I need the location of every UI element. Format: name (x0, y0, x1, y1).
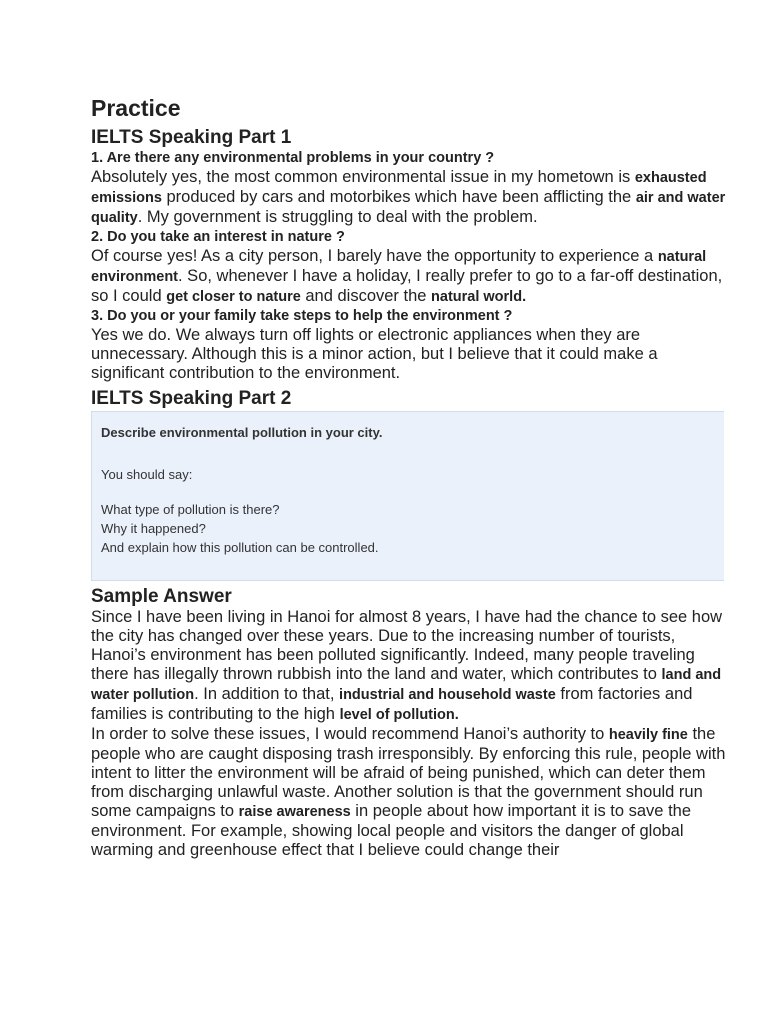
keyword-exhausted-emissions: exhausted emissions (91, 170, 707, 206)
sample-paragraph-2 (91, 725, 731, 860)
cue-card-title: Describe environmental pollution in your city. (101, 425, 383, 440)
sample-text: in people about how important it is to save the environment. For example, showing local people and visitors the danger of global warming and greenhouse effect that I believe could change their (91, 802, 692, 859)
answer-2 (91, 247, 731, 307)
sample-paragraph-1 (91, 608, 731, 725)
cue-card (91, 411, 724, 581)
cue-card-items (101, 500, 715, 557)
answer-2-text: . So, whenever I have a holiday, I really prefer to go to a far-off destination, so I could (91, 267, 723, 305)
keyword-level-of-pollution: level of pollution. (339, 707, 459, 723)
answer-2-text: Of course yes! As a city person, I barely have the opportunity to experience a (91, 247, 658, 265)
sample-text: from factories and families is contributing to the high (91, 685, 693, 723)
cue-card-item: Why it happened? (101, 521, 206, 536)
question-1: 1. Are there any environmental problems in your country ? (91, 150, 495, 166)
answer-1 (91, 168, 731, 228)
keyword-air-water-quality: air and water quality (91, 190, 726, 226)
answer-3: Yes we do. We always turn off lights or electronic appliances when they are unnecessary. Although this is a minor action, but I believe that it could make a significant contribution to the environment. (91, 326, 658, 382)
answer-1-text: Absolutely yes, the most common environmental issue in my hometown is (91, 168, 635, 186)
cue-card-item: What type of pollution is there? (101, 502, 280, 517)
answer-1-text: . My government is struggling to deal with the problem. (137, 208, 538, 226)
sample-text: . In addition to that, (194, 685, 340, 703)
part1-heading: IELTS Speaking Part 1 (91, 127, 292, 148)
question-2: 2. Do you take an interest in nature ? (91, 229, 345, 245)
keyword-natural-world: natural world. (431, 289, 527, 305)
keyword-natural-environment: natural environment (91, 249, 707, 285)
sample-text: In order to solve these issues, I would recommend Hanoi’s authority to (91, 725, 609, 743)
answer-1-text: produced by cars and motorbikes which have been afflicting the (161, 188, 636, 206)
sample-text: Since I have been living in Hanoi for almost 8 years, I have had the chance to see how the city has changed over these years. Due to the increasing number of tourists, Hanoi’s environment has been polluted significantly. Indeed, many people traveling there has illegally thrown rubbish into the land and water, which contributes to (91, 608, 723, 683)
answer-2-text: and discover the (300, 287, 432, 305)
keyword-closer-to-nature: get closer to nature (166, 289, 301, 305)
sample-text: the people who are caught disposing trash irresponsibly. By enforcing this rule, people with intent to litter the environment will be afraid of being punished, which can deter them from discharging unlawful waste. Another solution is that the government should run some campaigns to (91, 725, 726, 820)
sample-answer-heading: Sample Answer (91, 586, 232, 607)
document-content (91, 93, 731, 860)
cue-card-item: And explain how this pollution can be controlled. (101, 540, 379, 555)
keyword-industrial-household-waste: industrial and household waste (339, 687, 556, 703)
part2-heading: IELTS Speaking Part 2 (91, 388, 292, 409)
question-3: 3. Do you or your family take steps to help the environment ? (91, 308, 513, 324)
keyword-raise-awareness: raise awareness (238, 804, 351, 820)
cue-card-should-say: You should say: (101, 467, 193, 482)
keyword-land-water-pollution: land and water pollution (91, 667, 722, 703)
page-title: Practice (91, 95, 181, 121)
keyword-heavily-fine: heavily fine (608, 727, 688, 743)
